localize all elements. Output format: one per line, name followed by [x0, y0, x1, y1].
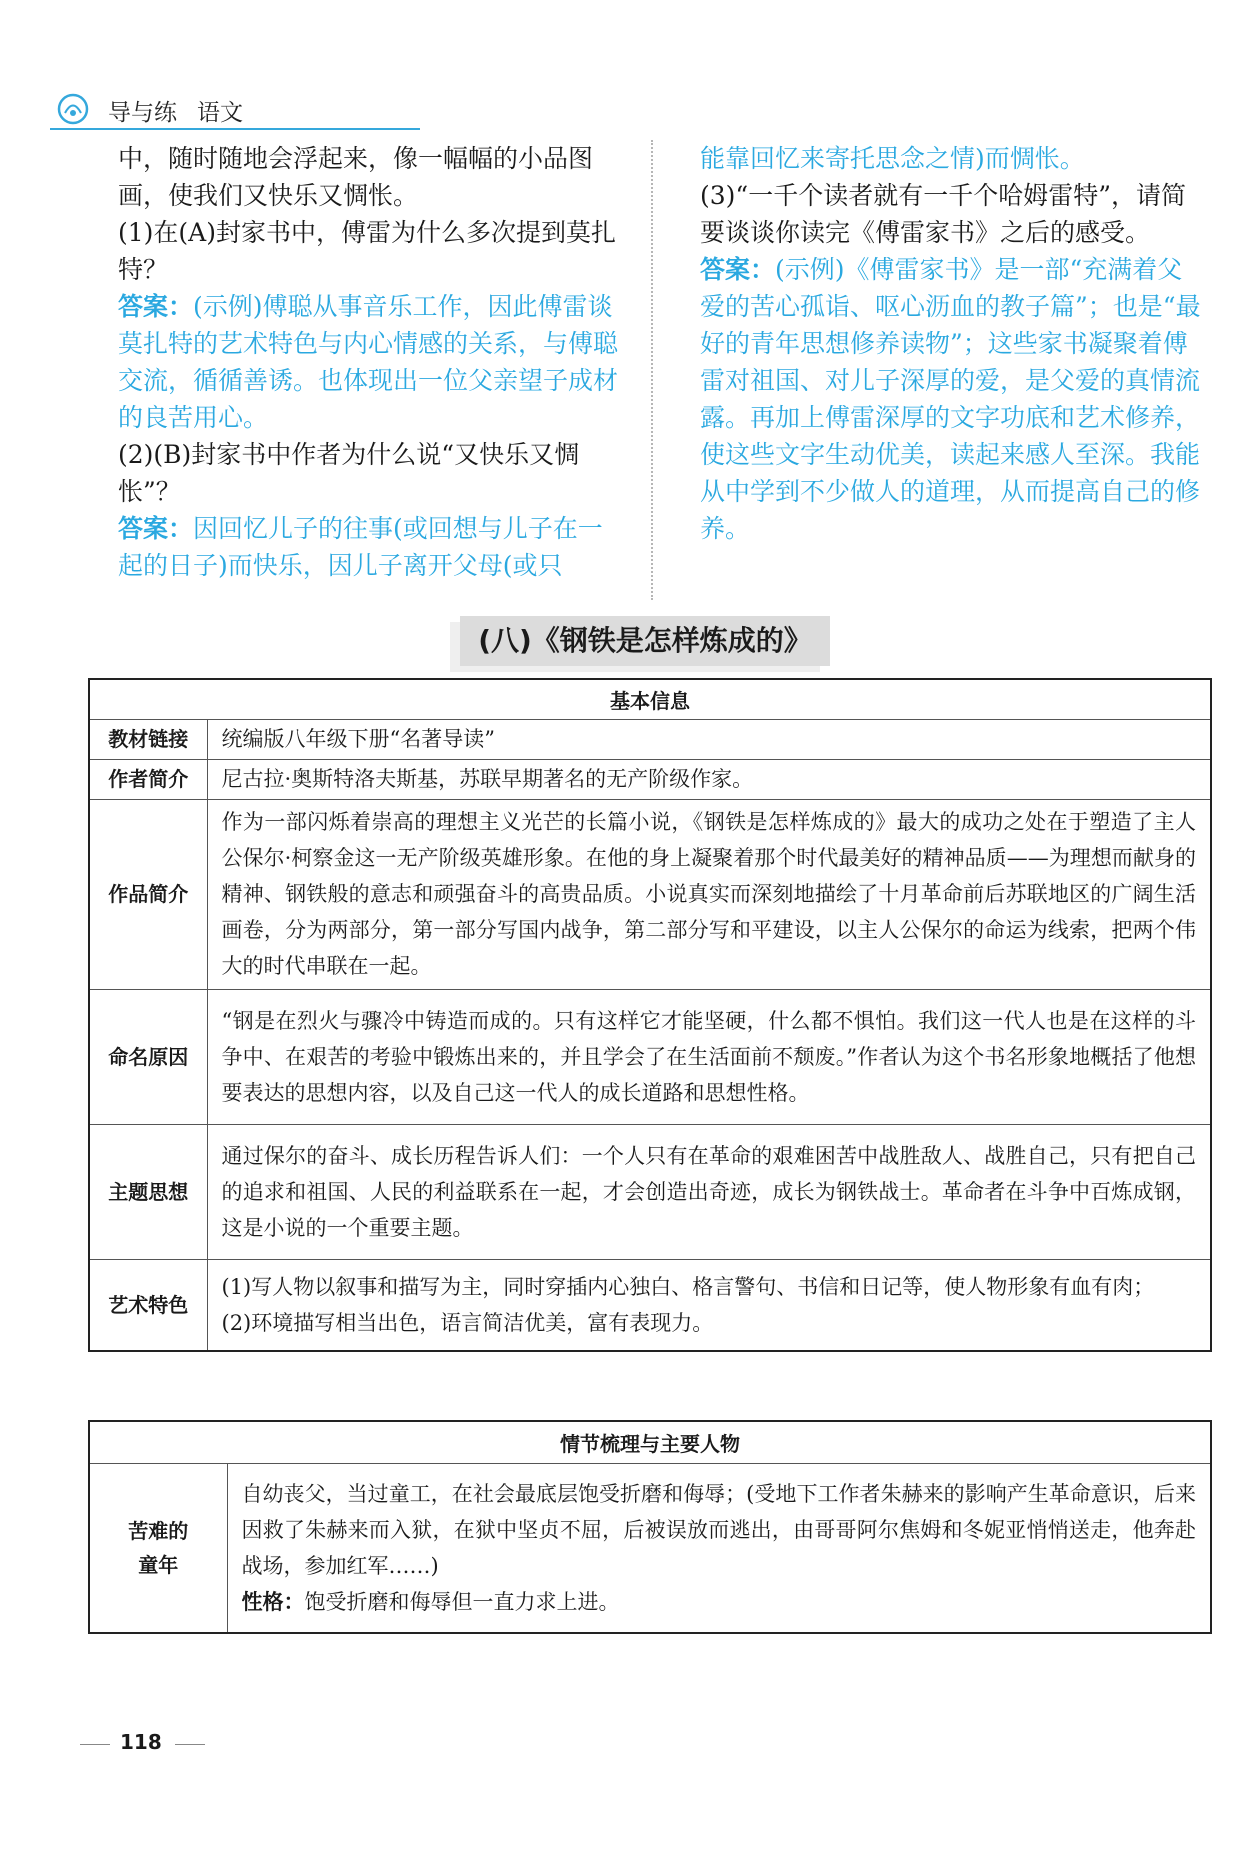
book-logo-icon	[56, 92, 90, 126]
answer-1-text: (示例)傅聪从事音乐工作，因此傅雷谈莫扎特的艺术特色与内心情感的关系，与傅聪交流，循循善诱。也体现出一位父亲望子成材的良苦用心。	[118, 292, 619, 432]
table-row	[89, 799, 1211, 989]
table-row	[89, 1463, 1211, 1633]
art-feature-1: (1)写人物以叙事和描写为主，同时穿插内心独白、格言警句、书信和日记等，使人物形象有血有肉；	[221, 1274, 1155, 1299]
header-rule	[50, 128, 420, 130]
row-label: 主题思想	[89, 1124, 207, 1259]
header-title	[108, 94, 263, 127]
row-label: 作者简介	[89, 759, 207, 799]
footer-dash-right	[175, 1744, 205, 1745]
page-header	[50, 88, 420, 134]
left-intro: 中，随时随地会浮起来，像一幅幅的小品图画，使我们又快乐又惆怅。	[118, 144, 594, 210]
table-row	[89, 1259, 1211, 1351]
basic-info-header-row	[89, 679, 1211, 719]
answer-1-label: 答案：	[118, 292, 194, 321]
question-3: (3)“一千个读者就有一千个哈姆雷特”，请简要谈谈你读完《傅雷家书》之后的感受。	[700, 181, 1186, 247]
row-content: “钢是在烈火与骤冷中铸造而成的。只有这样它才能坚硬，什么都不惧怕。我们这一代人也是在这样的斗争中、在艰苦的考验中锻炼出来的，并且学会了在生活面前不颓废。”作者认为这个书名形象地概括了他想要表达的思想内容，以及自己这一代人的成长道路和思想性格。	[207, 989, 1211, 1124]
row-content: 统编版八年级下册“名著导读”	[207, 719, 1211, 759]
answer-3-text: (示例)《傅雷家书》是一部“充满着父爱的苦心孤诣、呕心沥血的教子篇”；也是“最好的青年思想修养读物”；这些家书凝聚着傅雷对祖国、对儿子深厚的爱，是父爱的真情流露。再加上傅雷深厚的文字功底和艺术修养，使这些文字生动优美，读起来感人至深。我能从中学到不少做人的道理，从而提高自己的修养。	[700, 255, 1201, 543]
table-row	[89, 989, 1211, 1124]
art-feature-2: (2)环境描写相当出色，语言简洁优美，富有表现力。	[221, 1310, 714, 1335]
header-book: 导与练	[108, 100, 177, 126]
answer-3	[700, 251, 1205, 547]
page-footer	[80, 1730, 210, 1760]
basic-info-header: 基本信息	[89, 679, 1211, 719]
answer-3-label: 答案：	[700, 255, 776, 284]
answer-2-label: 答案：	[118, 514, 194, 543]
row-label: 命名原因	[89, 989, 207, 1124]
row-content: 通过保尔的奋斗、成长历程告诉人们：一个人只有在革命的艰难困苦中战胜敌人、战胜自己，只有把自己的追求和祖国、人民的利益联系在一起，才会创造出奇迹，成长为钢铁战士。革命者在斗争中百炼成钢，这是小说的一个重要主题。	[207, 1124, 1211, 1259]
column-divider	[651, 140, 653, 600]
question-1: (1)在(A)封家书中，傅雷为什么多次提到莫扎特？	[118, 218, 616, 284]
label-line-2: 童年	[138, 1552, 179, 1577]
plot-table	[88, 1420, 1212, 1634]
row-label	[89, 1463, 227, 1633]
question-2: (2)(B)封家书中作者为什么说“又快乐又惆怅”？	[118, 440, 580, 506]
basic-info-table	[88, 678, 1212, 1352]
row-content: 尼古拉·奥斯特洛夫斯基，苏联早期著名的无产阶级作家。	[207, 759, 1211, 799]
table-row	[89, 719, 1211, 759]
trait-text: 饱受折磨和侮辱但一直力求上进。	[304, 1589, 620, 1614]
right-column	[700, 140, 1205, 547]
trait-line	[242, 1584, 1197, 1620]
trait-label: 性格：	[241, 1589, 305, 1614]
row-label: 艺术特色	[89, 1259, 207, 1351]
row-content: 作为一部闪烁着崇高的理想主义光芒的长篇小说，《钢铁是怎样炼成的》最大的成功之处在于塑造了主人公保尔·柯察金这一无产阶级英雄形象。在他的身上凝聚着那个时代最美好的精神品质——为理想而献身的精神、钢铁般的意志和顽强奋斗的高贵品质。小说真实而深刻地描绘了十月革命前后苏联地区的广阔生活画卷，分为两部分，第一部分写国内战争，第二部分写和平建设，以主人公保尔的命运为线索，把两个伟大的时代串联在一起。	[207, 799, 1211, 989]
left-column	[118, 140, 623, 584]
row-content	[207, 1259, 1211, 1351]
label-line-1: 苦难的	[128, 1518, 189, 1543]
table-row	[89, 759, 1211, 799]
section-title: (八)《钢铁是怎样炼成的》	[460, 616, 830, 666]
plot-text: 自幼丧父，当过童工，在社会最底层饱受折磨和侮辱；(受地下工作者朱赫来的影响产生革命意识，后来因救了朱赫来而入狱，在狱中坚贞不屈，后被误放而逃出，由哥哥阿尔焦姆和冬妮亚悄悄送走，他奔赴战场，参加红军……)	[241, 1481, 1196, 1578]
row-label: 教材链接	[89, 719, 207, 759]
footer-dash-left	[80, 1744, 110, 1745]
table-row	[89, 1124, 1211, 1259]
page-number: 118	[120, 1730, 162, 1754]
header-subject: 语文	[197, 100, 243, 126]
row-content	[227, 1463, 1211, 1633]
answer-2	[118, 510, 623, 584]
answer-2-text: 因回忆儿子的往事(或回想与儿子在一起的日子)而快乐，因儿子离开父母(或只	[118, 514, 603, 580]
row-label: 作品简介	[89, 799, 207, 989]
plot-header: 情节梳理与主要人物	[89, 1421, 1211, 1463]
plot-header-row	[89, 1421, 1211, 1463]
answer-1	[118, 288, 623, 436]
answer-2-continued: 能靠回忆来寄托思念之情)而惆怅。	[700, 144, 1085, 173]
